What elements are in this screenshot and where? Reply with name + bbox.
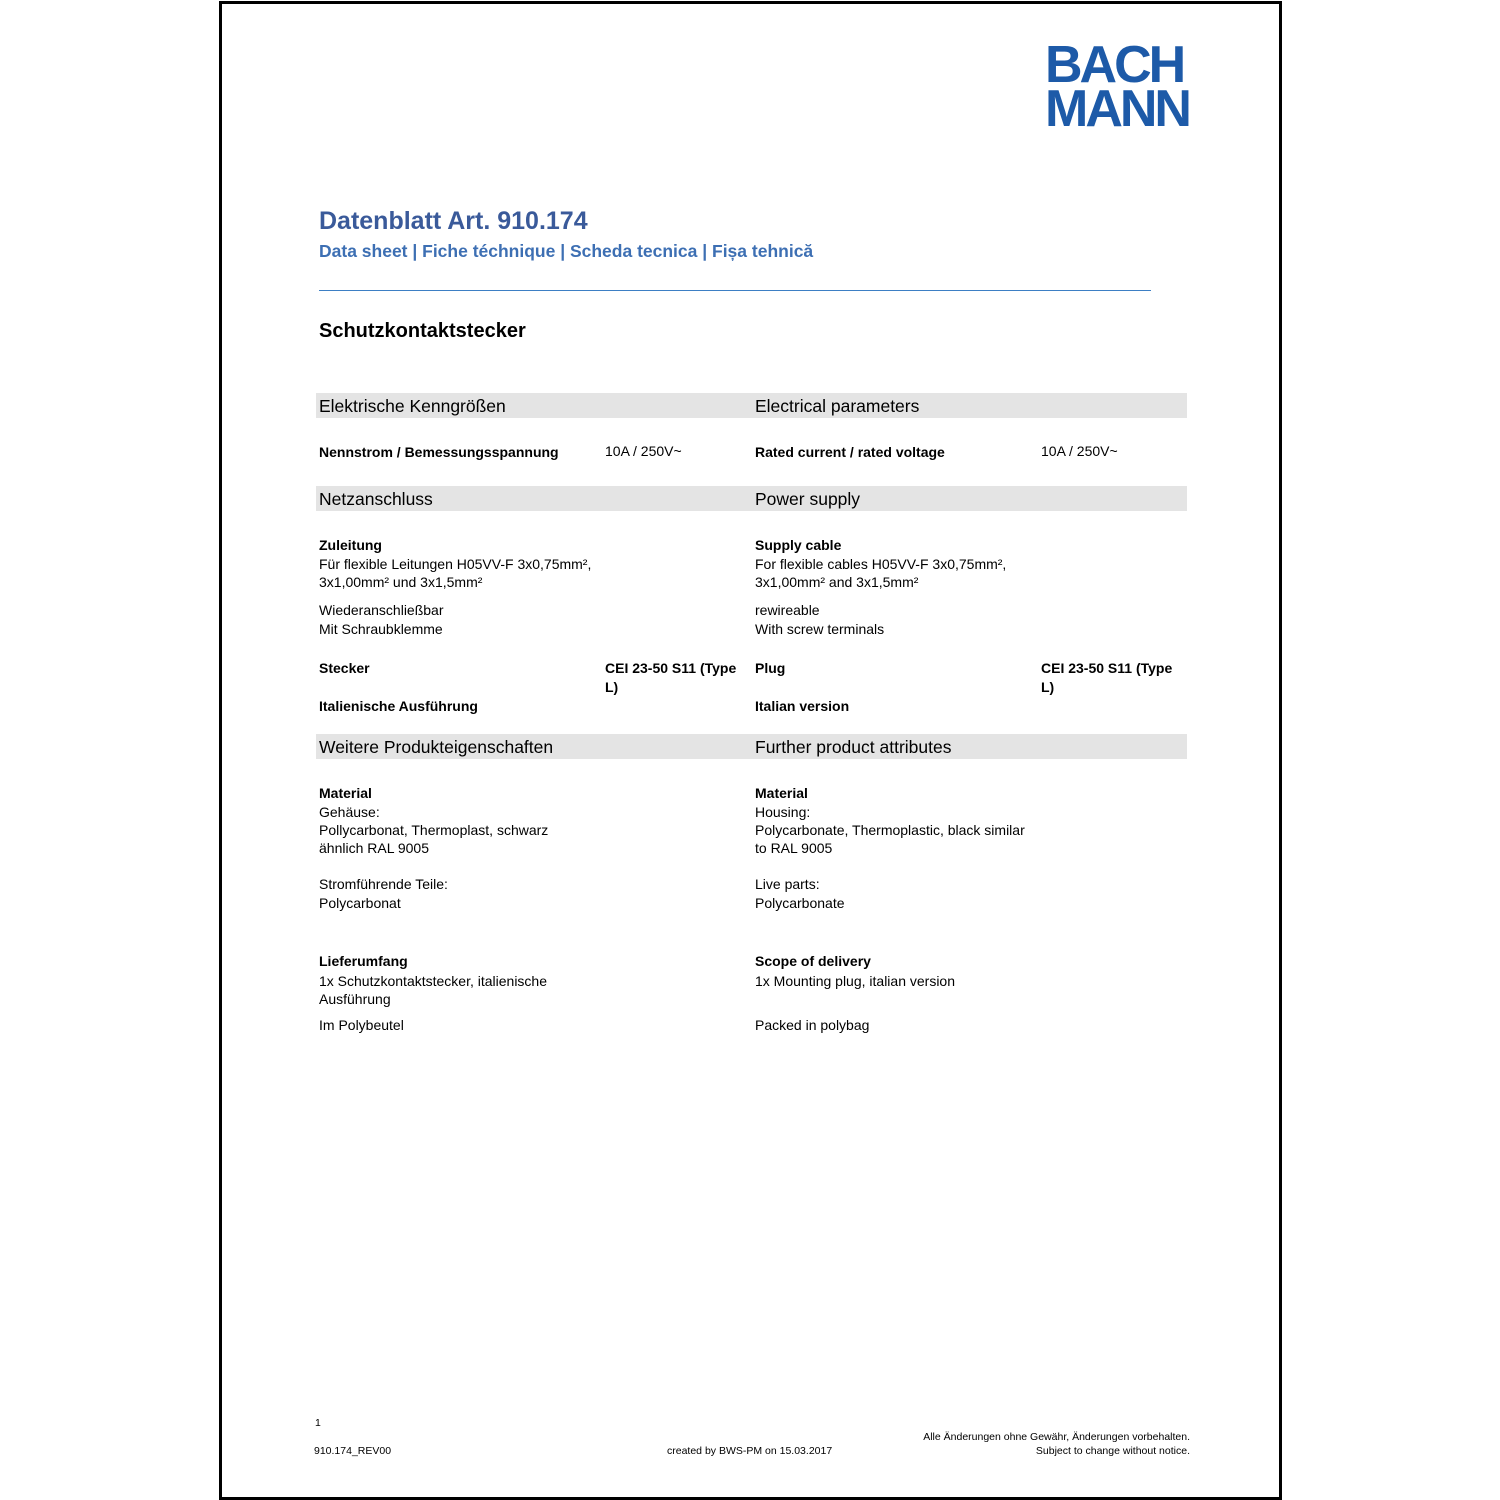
plug-value-de-2: L)	[605, 679, 619, 695]
cable-label-en: Supply cable	[755, 537, 842, 553]
logo-line-2: MANN	[1045, 80, 1189, 138]
section-header-power	[316, 486, 1187, 511]
screw-de: Mit Schraubklemme	[319, 621, 443, 637]
italian-label-de: Italienische Ausführung	[319, 698, 478, 714]
section-title-en: Further product attributes	[755, 737, 952, 757]
notice-de: Alle Änderungen ohne Gewähr, Änderungen vorbehalten.	[923, 1431, 1190, 1443]
scope-desc-de-1: 1x Schutzkontaktstecker, italienische	[319, 973, 548, 989]
polybag-de: Im Polybeutel	[319, 1017, 404, 1033]
live-parts-desc-en: Polycarbonate	[755, 895, 845, 911]
scope-desc-de-2: Ausführung	[319, 991, 391, 1007]
section-header-further	[316, 734, 1187, 759]
plug-value-de-1: CEI 23-50 S11 (Type	[605, 660, 737, 676]
bachmann-logo	[1045, 36, 1195, 138]
housing-desc-en-2: to RAL 9005	[755, 840, 833, 856]
housing-en: Housing:	[755, 804, 811, 820]
title-divider	[319, 290, 1151, 291]
housing-de: Gehäuse:	[319, 804, 380, 820]
cable-desc-de-1: Für flexible Leitungen H05VV-F 3x0,75mm²,	[319, 556, 592, 572]
housing-desc-de-1: Pollycarbonat, Thermoplast, schwarz	[319, 822, 549, 838]
rated-value-en: 10A / 250V~	[1041, 443, 1118, 459]
live-parts-desc-de: Polycarbonat	[319, 895, 401, 911]
logo-line-1: BACH	[1045, 36, 1184, 94]
plug-value-en-2: L)	[1041, 679, 1055, 695]
plug-label-de: Stecker	[319, 660, 370, 676]
rated-label-de: Nennstrom / Bemessungsspannung	[319, 444, 559, 460]
plug-value-en-1: CEI 23-50 S11 (Type	[1041, 660, 1173, 676]
rated-label-en: Rated current / rated voltage	[755, 444, 945, 460]
material-label-en: Material	[755, 785, 808, 801]
section-title-en: Electrical parameters	[755, 396, 920, 416]
rewire-de: Wiederanschließbar	[319, 602, 444, 618]
rewire-en: rewireable	[755, 602, 820, 618]
live-parts-en: Live parts:	[755, 876, 820, 892]
scope-label-en: Scope of delivery	[755, 953, 871, 969]
italian-label-en: Italian version	[755, 698, 850, 714]
housing-desc-de-2: ähnlich RAL 9005	[319, 840, 430, 856]
section-header-electrical	[316, 393, 1187, 418]
section-title-de: Weitere Produkteigenschaften	[319, 737, 554, 757]
section-title-en: Power supply	[755, 489, 861, 509]
notice-en: Subject to change without notice.	[1035, 1445, 1190, 1457]
created-by: created by BWS-PM on 15.03.2017	[667, 1445, 833, 1457]
revision-code: 910.174_REV00	[314, 1445, 392, 1457]
page-number: 1	[315, 1417, 321, 1429]
housing-desc-en-1: Polycarbonate, Thermoplastic, black similar	[755, 822, 1025, 838]
material-label-de: Material	[319, 785, 372, 801]
cable-desc-de-2: 3x1,00mm² und 3x1,5mm²	[319, 574, 483, 590]
plug-label-en: Plug	[755, 660, 786, 676]
live-parts-de: Stromführende Teile:	[319, 876, 448, 892]
section-title-de: Netzanschluss	[319, 489, 433, 509]
datasheet-page	[219, 1, 1282, 1500]
polybag-en: Packed in polybag	[755, 1017, 870, 1033]
cable-desc-en-2: 3x1,00mm² and 3x1,5mm²	[755, 574, 919, 590]
rated-value-de: 10A / 250V~	[605, 443, 682, 459]
page-title: Datenblatt Art. 910.174	[319, 207, 588, 235]
cable-label-de: Zuleitung	[319, 537, 382, 553]
cable-desc-en-1: For flexible cables H05VV-F 3x0,75mm²,	[755, 556, 1007, 572]
scope-label-de: Lieferumfang	[319, 953, 408, 969]
section-title-de: Elektrische Kenngrößen	[319, 396, 506, 416]
scope-desc-en: 1x Mounting plug, italian version	[755, 973, 956, 989]
screw-en: With screw terminals	[755, 621, 885, 637]
product-name: Schutzkontaktstecker	[319, 320, 526, 342]
page-subtitle: Data sheet | Fiche téchnique | Scheda tecnica | Fișa tehnică	[319, 241, 814, 261]
